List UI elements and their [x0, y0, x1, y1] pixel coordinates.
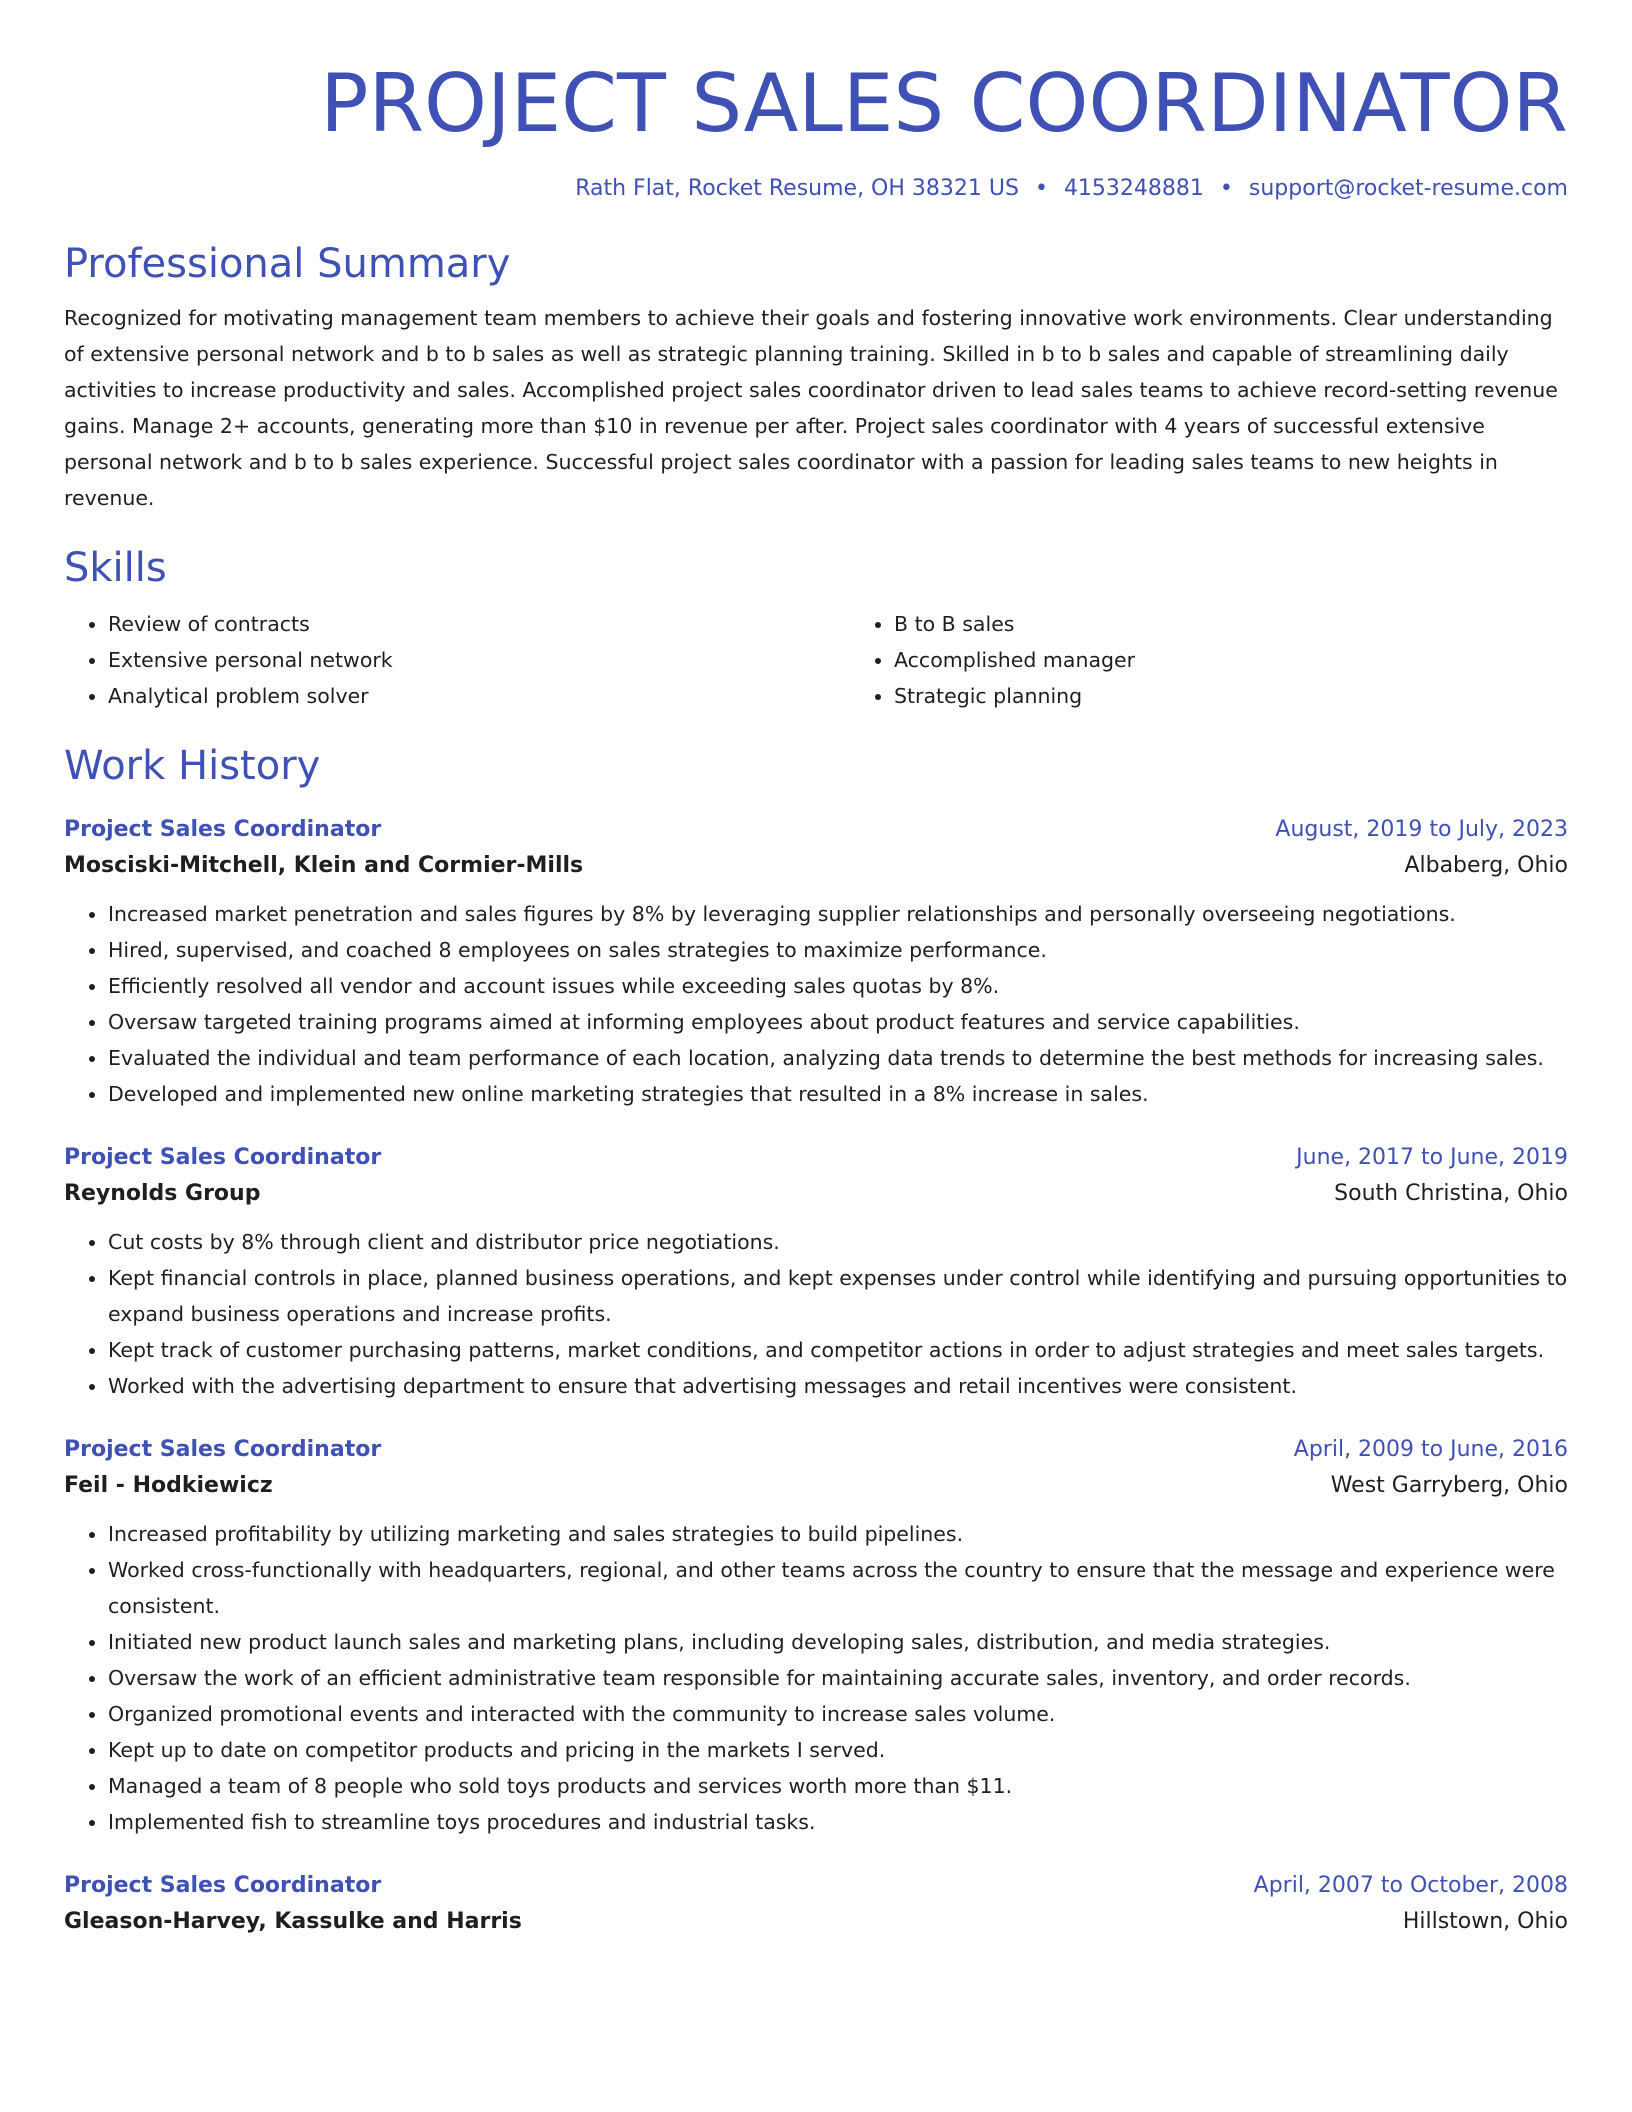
job-bullet: • Organized promotional events and interacted with the community to increase sales volume. [108, 1696, 1568, 1732]
job-location: South Christina, Ohio [1334, 1181, 1568, 1206]
job-bullet: • Kept track of customer purchasing patterns, market conditions, and competitor actions in order to adjust strategies and meet sales targets. [108, 1332, 1568, 1368]
skills-list-left [64, 606, 850, 714]
job-dates: April, 2007 to October, 2008 [1253, 1873, 1568, 1898]
job-location: West Garryberg, Ohio [1330, 1473, 1568, 1498]
job-header [64, 1868, 1568, 1904]
job-bullet: • Hired, supervised, and coached 8 employees on sales strategies to maximize performance. [108, 932, 1568, 968]
job-bullet: • Oversaw the work of an efficient administrative team responsible for maintaining accurate sales, inventory, and order records. [108, 1660, 1568, 1696]
contact-address: Rath Flat, Rocket Resume, OH 38321 US [575, 176, 1019, 201]
job-title: Project Sales Coordinator [64, 1145, 382, 1170]
job-company: Gleason-Harvey, Kassulke and Harris [64, 1909, 522, 1934]
job-title: Project Sales Coordinator [64, 817, 382, 842]
job-header [64, 1140, 1568, 1176]
skill-item: • B to B sales [894, 606, 1632, 642]
job-company: Reynolds Group [64, 1181, 261, 1206]
job-entry [64, 1140, 1568, 1404]
contact-line [64, 174, 1568, 204]
job-bullet: • Increased profitability by utilizing marketing and sales strategies to build pipelines. [108, 1516, 1568, 1552]
job-bullet: • Increased market penetration and sales figures by 8% by leveraging supplier relationships and personally overseeing negotiations. [108, 896, 1568, 932]
job-entry [64, 812, 1568, 1112]
contact-phone: 4153248881 [1063, 176, 1204, 201]
job-bullet: • Worked cross-functionally with headquarters, regional, and other teams across the country to ensure that the message and experience were consistent. [108, 1552, 1568, 1624]
job-bullet: • Developed and implemented new online marketing strategies that resulted in a 8% increase in sales. [108, 1076, 1568, 1112]
job-bullets [64, 1516, 1568, 1840]
job-subheader [64, 1904, 1568, 1940]
job-location: Hillstown, Ohio [1402, 1909, 1568, 1934]
job-bullet: • Managed a team of 8 people who sold toys products and services worth more than $11. [108, 1768, 1568, 1804]
job-subheader [64, 1176, 1568, 1212]
job-bullet: • Efficiently resolved all vendor and account issues while exceeding sales quotas by 8%. [108, 968, 1568, 1004]
job-company: Mosciski-Mitchell, Klein and Cormier-Mills [64, 853, 584, 878]
job-header [64, 1432, 1568, 1468]
job-bullet: • Worked with the advertising department to ensure that advertising messages and retail incentives were consistent. [108, 1368, 1568, 1404]
job-company: Feil - Hodkiewicz [64, 1473, 273, 1498]
contact-separator: • [1034, 176, 1048, 201]
job-bullet: • Evaluated the individual and team performance of each location, analyzing data trends to determine the best methods for increasing sales. [108, 1040, 1568, 1076]
job-bullet: • Kept financial controls in place, planned business operations, and kept expenses under control while identifying and pursuing opportunities to expand business operations and increase profits. [108, 1260, 1568, 1332]
summary-text: Recognized for motivating management team members to achieve their goals and fostering innovative work environments. Clear understanding of extensive personal network and b to b sales as well as strategic planning training. Skilled in b to b sales and capable of streamlining daily activities to increase productivity and sales. Accomplished project sales coordinator driven to lead sales teams to achieve record-setting revenue gains. Manage 2+ accounts, generating more than $10 in revenue per after. Project sales coordinator with 4 years of successful extensive personal network and b to b sales experience. Successful project sales coordinator with a passion for leading sales teams to new heights in revenue. [64, 306, 1558, 510]
resume-title: PROJECT SALES COORDINATOR [320, 57, 1568, 150]
job-bullet: • Implemented fish to streamline toys procedures and industrial tasks. [108, 1804, 1568, 1840]
summary-heading: Professional Summary [64, 241, 511, 287]
job-entry [64, 1868, 1568, 1940]
skill-item: • Extensive personal network [108, 642, 850, 678]
job-bullet: • Cut costs by 8% through client and distributor price negotiations. [108, 1224, 1568, 1260]
job-bullets [64, 896, 1568, 1112]
job-bullets [64, 1224, 1568, 1404]
skills-heading: Skills [64, 545, 167, 591]
work-history-heading: Work History [64, 743, 321, 789]
job-header [64, 812, 1568, 848]
job-dates: April, 2009 to June, 2016 [1293, 1437, 1568, 1462]
job-subheader [64, 848, 1568, 884]
skill-item: • Accomplished manager [894, 642, 1632, 678]
job-location: Albaberg, Ohio [1404, 853, 1568, 878]
contact-email: support@rocket-resume.com [1248, 176, 1568, 201]
skills-list-right [850, 606, 1632, 714]
job-bullet: • Initiated new product launch sales and marketing plans, including developing sales, distribution, and media strategies. [108, 1624, 1568, 1660]
job-subheader [64, 1468, 1568, 1504]
job-title: Project Sales Coordinator [64, 1873, 382, 1898]
skill-item: • Review of contracts [108, 606, 850, 642]
job-bullet: • Oversaw targeted training programs aimed at informing employees about product features and service capabilities. [108, 1004, 1568, 1040]
skill-item: • Strategic planning [894, 678, 1632, 714]
job-dates: August, 2019 to July, 2023 [1275, 817, 1568, 842]
job-bullet: • Kept up to date on competitor products and pricing in the markets I served. [108, 1732, 1568, 1768]
skill-item: • Analytical problem solver [108, 678, 850, 714]
skills-grid [64, 606, 1568, 714]
contact-separator: • [1219, 176, 1233, 201]
job-dates: June, 2017 to June, 2019 [1296, 1145, 1568, 1170]
job-title: Project Sales Coordinator [64, 1437, 382, 1462]
job-entry [64, 1432, 1568, 1840]
